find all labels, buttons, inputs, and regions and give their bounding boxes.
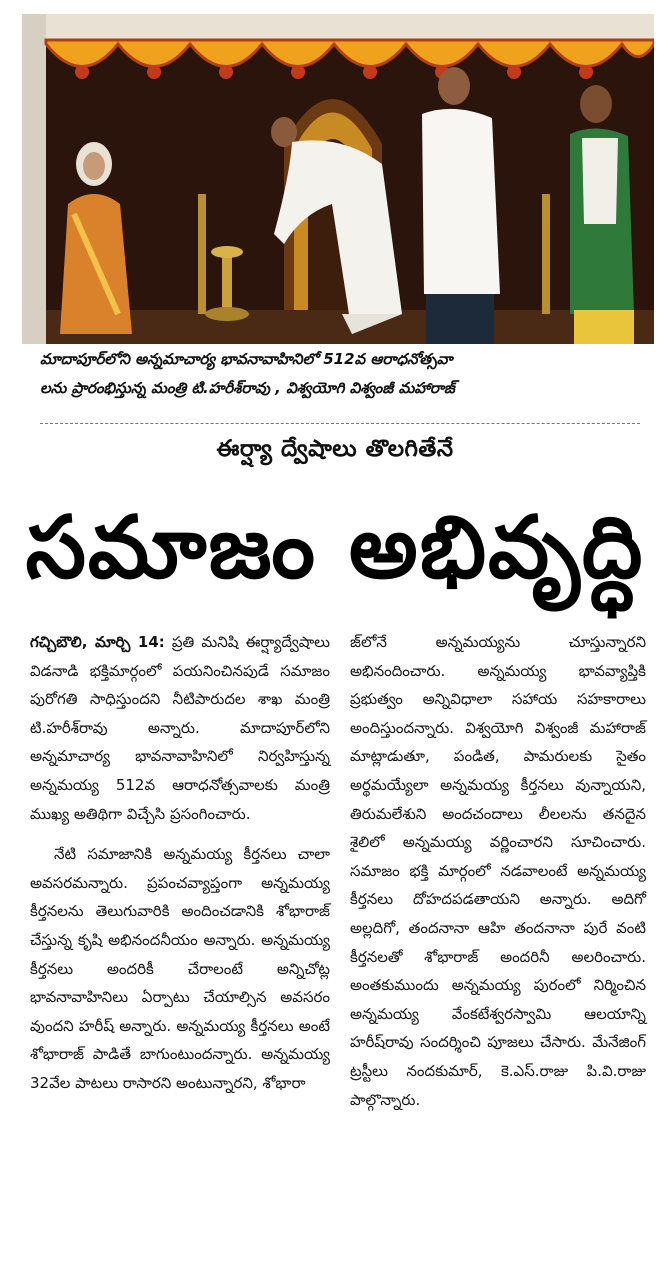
caption-line-1: మాదాపూర్‌లోని అన్నమాచార్య భావనావాహినిలో 512వ ఆరాధనోత్సవా xyxy=(40,350,453,368)
paragraph-text: ప్రతి మనిషి ఈర్ష్యాద్వేషాలు విడనాడి భక్తిమార్గంలో పయనించినపుడే సమాజం పురోగతి సాధిస్తుందని నీటిపారుదల శాఖ మంత్రి టి.హరీశ్‌రావు అన్నారు. మాదాపూర్‌లోని అన్నమాచార్య భావనావాహినిలో నిర్వహిస్తున్న అన్నమయ్య 512వ ఆరాధనోత్సవాలకు మంత్రి ముఖ్య అతిథిగా విచ్చేసి ప్రసంగించారు. xyxy=(30,633,330,823)
article-paragraph xyxy=(30,628,330,828)
event-photo xyxy=(22,14,654,344)
separator-rule xyxy=(40,423,640,424)
photo-caption xyxy=(40,345,648,403)
article-column-left xyxy=(30,628,330,1110)
article-kicker: ఈర్ష్యా ద్వేషాలు తొలగితేనే xyxy=(216,436,454,462)
caption-line-2: లను ప్రారంభిస్తున్న మంత్రి టి.హరీశ్‌రావు , విశ్వయోగి విశ్వంజీ మహారాజ్ xyxy=(40,379,455,397)
article-column-right xyxy=(350,628,646,1126)
article-dateline: గచ్చిబౌలి, మార్చి 14: xyxy=(30,633,165,651)
article-paragraph: నేటి సమాజానికి అన్నమయ్య కీర్తనలు చాలా అవసరమన్నారు. ప్రపంచవ్యాప్తంగా అన్నమయ్య కీర్తనలను తెలుగువారికి అందించడానికి శోభారాజ్ చేస్తున్న కృషి అభినందనీయం అన్నారు. అన్నమయ్య కీర్తనలు అందరికీ చేరాలంటే అన్నిచోట్ల భావనావాహినిలు ఏర్పాటు చేయాల్సిన అవసరం వుందని హరీష్ అన్నారు. అన్నమయ్య కీర్తనలు అంటే శోభారాజ్ పాడితే బాగుంటుందన్నారు. అన్నమయ్య 32వేల పాటలు రాసారని అంటున్నారని, శోభారా xyxy=(30,845,330,1092)
article-headline: సమాజం అభివృద్ధి xyxy=(25,498,645,598)
article-paragraph: జ్‌లోనే అన్నమయ్యను చూస్తున్నారని అభినందించారు. అన్నమయ్య భావవ్యాప్తికి ప్రభుత్వం అన్నివిధాలా సహాయ సహకారాలు అందిస్తుందన్నారు. విశ్వయోగి విశ్వంజీ మహారాజ్ మాట్లాడుతూ, పండిత, పామరులకు సైతం అర్థమయ్యేలా అన్నమయ్య కీర్తనలు వున్నాయని, తిరుమలేశుని అందచందాలు లీలలను తనదైన శైలిలో అన్నమయ్య వర్ణించారని సూచించారు. సమాజం భక్తి మార్గంలో నడవాలంటే అన్నమయ్య కీర్తనలు దోహదపడతాయని అన్నారు. అదిగో అల్లదిగో, తందనానా ఆహి తందనానా పురే వంటి కీర్తనలతో శోభారాజ్ అందరినీ అలరించారు. అంతకుముందు అన్నమయ్య పురంలో నిర్మించిన అన్నమయ్య వేంకటేశ్వరస్వామి ఆలయాన్ని హరీష్‌రావు సందర్శించి పూజలు చేసారు. మేనేజింగ్ ట్రస్టీలు నందకుమార్, కె.ఎస్.రాజు పి.వి.రాజు పాల్గొన్నారు. xyxy=(350,633,646,1109)
